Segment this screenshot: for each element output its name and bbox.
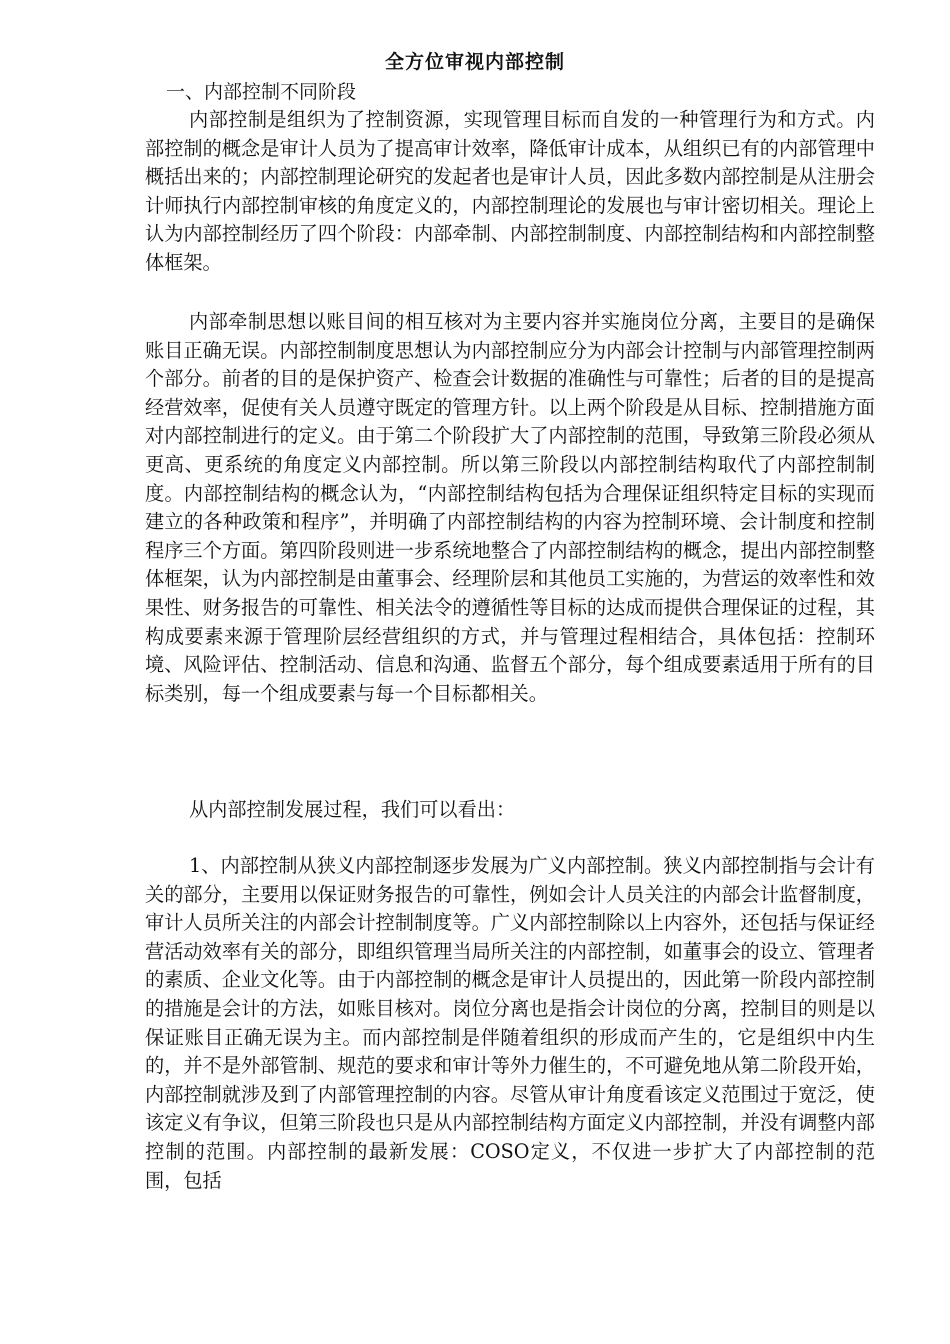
document-title: 全方位审视内部控制 <box>384 51 565 73</box>
paragraph: 从内部控制发展过程，我们可以看出： <box>189 798 516 821</box>
paragraph: 内部控制是组织为了控制资源，实现管理目标而自发的一种管理行为和方式。内部控制的概念是审计人员为了提高审计效率，降低审计成本，从组织已有的内部管理中概括出来的；内部控制理论研究的发起者也是审计人员，因此多数内部控制是从注册会计师执行内部控制审核的角度定义的，内部控制理论的发展也与审计密切相关。理论上认为内部控制经历了四个阶段：内部牵制、内部控制制度、内部控制结构和内部控制整体框架。 <box>145 108 875 274</box>
paragraph: 1、内部控制从狭义内部控制逐步发展为广义内部控制。狭义内部控制指与会计有关的部分，主要用以保证财务报告的可靠性，例如会计人员关注的内部会计监督制度，审计人员所关注的内部会计控制制度等。广义内部控制除以上内容外，还包括与保证经营活动效率有关的部分，即组织管理当局所关注的内部控制，如董事会的设立、管理者的素质、企业文化等。由于内部控制的概念是审计人员提出的，因此第一阶段内部控制的措施是会计的方法，如账目核对。岗位分离也是指会计岗位的分离，控制目的则是以保证账目正确无误为主。而内部控制是伴随着组织的形成而产生的，它是组织中内生的，并不是外部管制、规范的要求和审计等外力催生的，不可避免地从第二阶段开始，内部控制就涉及到了内部管理控制的内容。尽管从审计角度看该定义范围过于宽泛，使该定义有争议，但第三阶段也只是从内部控制结构方面定义内部控制，并没有调整内部控制的范围。内部控制的最新发展：COSO定义，不仅进一步扩大了内部控制的范围，包括 <box>145 854 875 1192</box>
section-heading: 一、内部控制不同阶段 <box>166 81 357 103</box>
paragraph: 内部牵制思想以账目间的相互核对为主要内容并实施岗位分离，主要目的是确保账目正确无误。内部控制制度思想认为内部控制应分为内部会计控制与内部管理控制两个部分。前者的目的是保护资产、检查会计数据的准确性与可靠性；后者的目的是提高经营效率，促使有关人员遵守既定的管理方针。以上两个阶段是从目标、控制措施方面对内部控制进行的定义。由于第二个阶段扩大了内部控制的范围，导致第三阶段必须从更高、更系统的角度定义内部控制。所以第三阶段以内部控制结构取代了内部控制制度。内部控制结构的概念认为，“内部控制结构包括为合理保证组织特定目标的实现而建立的各种政策和程序”，并明确了内部控制结构的内容为控制环境、会计制度和控制程序三个方面。第四阶段则进一步系统地整合了内部控制结构的概念，提出内部控制整体框架，认为内部控制是由董事会、经理阶层和其他员工实施的，为营运的效率性和效果性、财务报告的可靠性、相关法令的遵循性等目标的达成而提供合理保证的过程，其构成要素来源于管理阶层经营组织的方式，并与管理过程相结合，具体包括：控制环境、风险评估、控制活动、信息和沟通、监督五个部分，每个组成要素适用于所有的目标类别，每一个组成要素与每一个目标都相关。 <box>145 310 875 705</box>
